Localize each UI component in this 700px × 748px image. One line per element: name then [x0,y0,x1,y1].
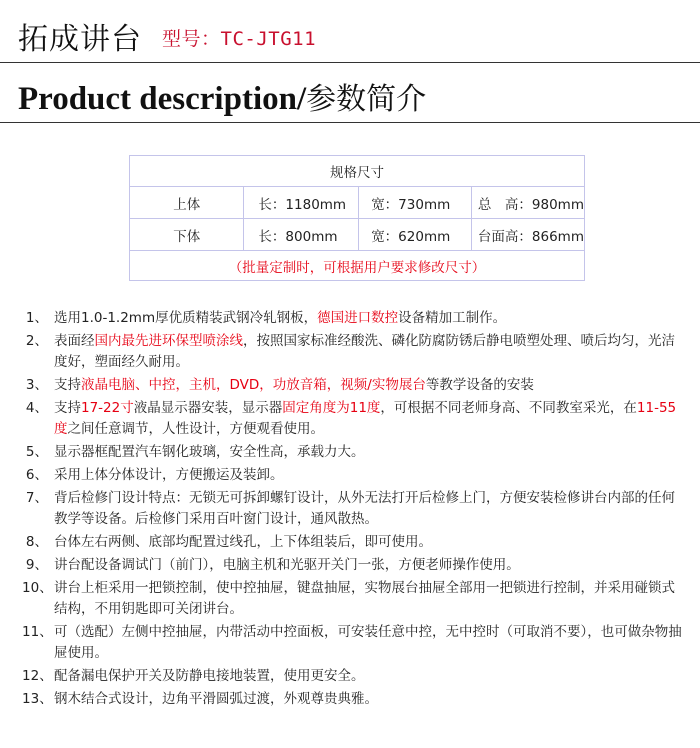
list-item [22,398,688,440]
list-item [22,689,688,710]
list-item-text [50,532,688,553]
body-text: 等教学设备的安装 [425,377,534,393]
list-item-text [50,622,688,664]
section-title-cn: 参数简介 [306,82,427,117]
body-text: 之间任意调节，人性设计，方便观看使用。 [67,421,324,437]
list-item [22,375,688,396]
spec-table [129,155,585,281]
body-text: 配备漏电保护开关及防静电接地装置，使用更安全。 [54,668,365,684]
body-text: 采用上体分体设计，方便搬运及装卸。 [54,467,284,483]
list-item-text [50,308,688,329]
body-text: 可（选配）左侧中控抽屉，内带活动中控面板，可安装任意中控，无中控时（可取消不要），也可做杂物抽屉使用。 [54,624,682,661]
list-item [22,331,688,373]
list-item-text [50,442,688,463]
spec-height: 总 高：980mm [471,187,584,219]
spec-row [130,187,585,219]
body-text: 讲台配设备调试门（前门），电脑主机和光驱开关门一张，方便老师操作使用。 [54,557,520,573]
list-item-number: 4、 [25,400,48,416]
highlight-text: 17-22寸 [81,400,134,416]
spec-width: 宽：730mm [359,187,472,219]
list-item-number: 6、 [25,467,48,483]
list-item-text [50,555,688,576]
section-title-en: Product description/ [18,81,307,117]
list-item-text [50,465,688,486]
section-title [18,74,426,118]
list-item-number: 11、 [22,624,53,640]
body-text: 钢木结合式设计，边角平滑圆弧过渡，外观尊贵典雅。 [54,691,378,707]
list-item-text [50,331,688,373]
list-item-number: 1、 [25,310,48,326]
brand-name: 拓成讲台 [18,22,142,57]
list-item [22,532,688,553]
spec-row [130,219,585,251]
feature-list [22,308,688,712]
list-item [22,465,688,486]
list-item [22,666,688,687]
spec-part: 上体 [130,187,244,219]
body-text: 选用1.0-1.2mm厚优质精装武钢冷轧钢板， [54,310,318,326]
highlight-text: 固定角度为11度 [282,400,381,416]
list-item [22,442,688,463]
model-number: 型号：TC-JTG11 [162,28,317,50]
divider-bottom [0,122,700,123]
list-item-text [50,488,688,530]
list-item-number: 5、 [25,444,48,460]
list-item [22,555,688,576]
list-item [22,622,688,664]
spec-width: 宽：620mm [359,219,472,251]
spec-note: （批量定制时，可根据用户要求修改尺寸） [130,251,585,281]
body-text: 显示器框配置汽车钢化玻璃，安全性高，承载力大。 [54,444,365,460]
body-text: 支持 [54,377,81,393]
list-item-number: 3、 [25,377,48,393]
list-item-text [50,689,688,710]
highlight-text: 德国进口数控 [317,310,399,326]
body-text: 表面经 [54,333,95,349]
body-text: ，按照国家标准经酸洗、磷化防腐防锈后静电喷塑处理、喷后均匀，光洁度好，塑面经久耐用。 [54,333,675,370]
body-text: 背后检修门设计特点：无锁无可拆卸螺钉设计，从外无法打开后检修上门，方便安装检修讲台内部的任何教学等设备。后检修门采用百叶窗门设计，通风散热。 [54,490,675,527]
body-text: 支持 [54,400,81,416]
body-text: 液晶显示器安装，显示器 [133,400,283,416]
list-item-number: 13、 [22,691,53,707]
list-item-number: 2、 [25,333,48,349]
list-item-text [50,398,688,440]
list-item [22,488,688,530]
spec-part: 下体 [130,219,244,251]
list-item-text [50,666,688,687]
list-item-text [50,375,688,396]
divider-top [0,62,700,63]
spec-table-heading: 规格尺寸 [130,156,585,187]
spec-length: 长：1180mm [244,187,359,219]
list-item-number: 12、 [22,668,53,684]
body-text: 台体左右两侧、底部均配置过线孔，上下体组装后，即可使用。 [54,534,432,550]
list-item [22,578,688,620]
list-item-text [50,578,688,620]
highlight-text: 液晶电脑、中控，主机，DVD，功放音箱，视频/实物展台 [81,377,426,393]
highlight-text: 11-55度 [54,400,677,437]
list-item-number: 10、 [22,580,53,596]
body-text: ，可根据不同老师身高、不同教室采光，在 [380,400,637,416]
list-item-number: 7、 [25,490,48,506]
page-header [0,0,700,62]
list-item-number: 9、 [25,557,48,573]
spec-length: 长：800mm [244,219,359,251]
body-text: 设备精加工制作。 [398,310,507,326]
highlight-text: 国内最先进环保型喷涂线 [94,333,243,349]
spec-height: 台面高：866mm [471,219,584,251]
body-text: 讲台上柜采用一把锁控制，使中控抽屉，键盘抽屉，实物展台抽屉全部用一把锁进行控制，并采用碰锁式结构，不用钥匙即可关闭讲台。 [54,580,675,617]
list-item [22,308,688,329]
list-item-number: 8、 [25,534,48,550]
